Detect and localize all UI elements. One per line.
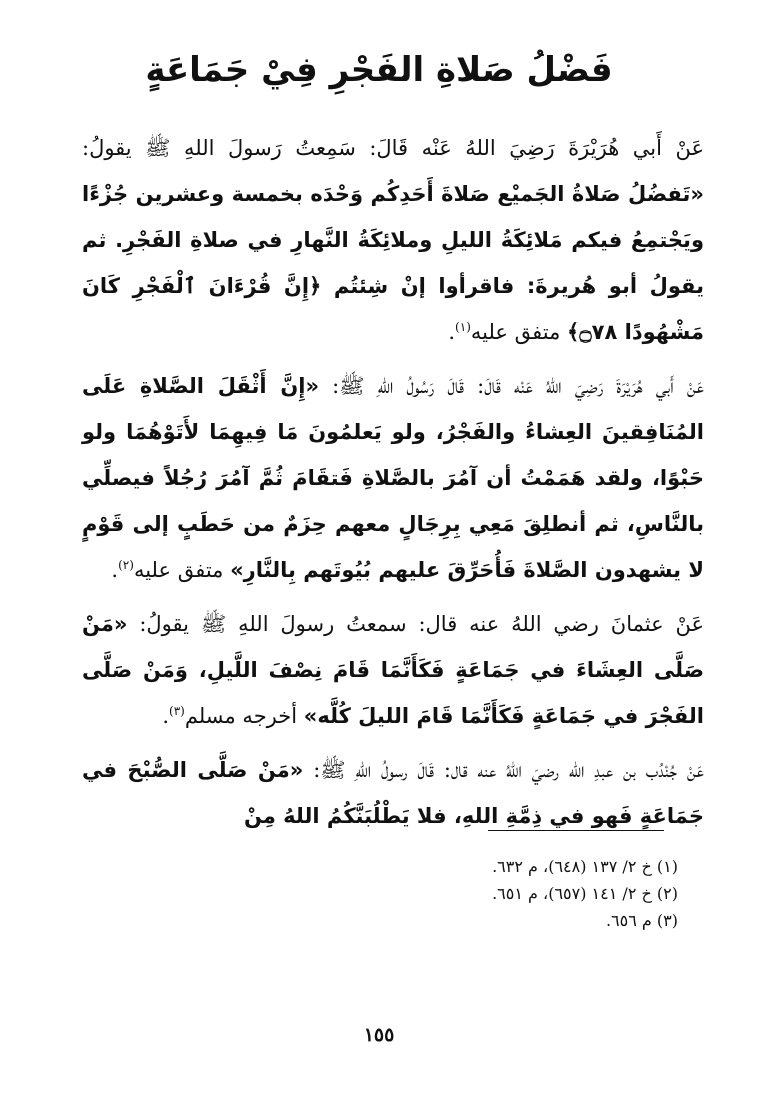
paragraph-lead: عَنْ أَبي هُرَيْرَةَ رَضِيَ اللهُ عَنْه قَالَ: سَمِعتُ رَسولَ اللهِ ﷺ يقولُ:	[82, 136, 704, 160]
paragraph-2: عَنْ أَبي هُرَيْرَةَ رَضِيَ اللهُ عَنْه قَالَ: قَالَ رَسُولُ اللهِ ﷺ: «إِنَّ أَثْقَلَ الصَّلاةِ عَلَى المُنَافِقينَ العِشاءُ والفَجْرُ، ولو يَعلمُونَ مَا فِيهِمَا لأَتَوْهُمَا ولو حَبْوًا، ولقد هَمَمْتُ أن آمُرَ بالصَّلاةِ فَتقَامَ ثُمَّ آمُرَ رُجُلاً فيصلِّي بالنَّاسِ، ثم أنطلِقَ مَعِي بِرِجَالٍ معهم حِزَمٌ من حَطَبٍ إلى قَوْمٍ لا يشهدون الصَّلاةَ فَأُحَرِّقَ عليهم بُيُوتَهم بِالنَّارِ» متفق عليه$^{(٢)}$.	[82, 374, 704, 582]
source-reference: متفق عليه	[133, 558, 224, 582]
paragraph-3: عَنْ عثمانَ رضي اللهُ عنه قال: سمعتُ رسولَ اللهِ ﷺ يقولُ: «مَنْ صَلَّى العِشَاءَ في جَمَاعَةٍ فَكَأَنَّمَا قَامَ نِصْفَ اللَّيلِ، وَمَنْ صَلَّى الفَجْرَ في جَمَاعَةٍ فَكَأَنَّمَا قَامَ الليلَ كُلَّه» أخرجه مسلم$^{(٣)}$.	[82, 612, 704, 728]
paragraph-lead: عَنْ أَبي هُرَيْرَةَ رَضِيَ اللهُ عَنْه قَالَ: قَالَ رَسُولُ اللهِ ﷺ:	[332, 374, 704, 398]
footnote-2: (٢) خ ٢/ ١٤١ (٦٥٧)، م ٦٥١.	[492, 884, 678, 903]
footnote-marker: (١)	[455, 320, 471, 334]
hadith-text: «مَنْ صَلَّى العِشَاءَ في جَمَاعَةٍ فَكَأَنَّمَا قَامَ نِصْفَ اللَّيلِ، وَمَنْ صَلَّى الفَجْرَ في جَمَاعَةٍ فَكَأَنَّمَا قَامَ الليلَ كُلَّه»	[82, 612, 704, 728]
source-reference: أخرجه مسلم	[184, 704, 298, 728]
footnote-marker: (٣)	[169, 704, 185, 718]
paragraph-1: عَنْ أَبي هُرَيْرَةَ رَضِيَ اللهُ عَنْه قَالَ: سَمِعتُ رَسولَ اللهِ ﷺ يقولُ: «تَفضُلُ صَلاةُ الجَميْع صَلاةَ أَحَدِكُم وَحْدَه بخمسة وعشرين جُزْءًا ويَجْتمِعُ فيكم مَلائِكَةُ الليلِ وملائِكَةُ النَّهارِ في صلاةِ الفَجْرِ. ثم يقولُ أبو هُريرةَ: فاقرأوا إنْ شِئتُم ﴿إِنَّ قُرْءَانَ ٱلْفَجْرِ كَانَ مَشْهُودًا ۝٧٨﴾ متفق عليه$^{(١)}$.	[82, 136, 704, 344]
main-text	[82, 125, 704, 847]
footnote-1: (١) خ ٢/ ١٣٧ (٦٤٨)، م ٦٣٢.	[492, 857, 678, 876]
hadith-text: «مَنْ صَلَّى الصُّبْحَ في جَمَاعَةٍ فَهو في ذِمَّةِ اللهِ، فلا يَطْلُبَنَّكُمُ اللهُ مِنْ	[82, 758, 704, 828]
page-number: ١٥٥	[363, 1024, 395, 1046]
footnote-3: (٣) م ٦٥٦.	[605, 911, 678, 930]
footnote-divider	[488, 830, 664, 831]
source-reference: متفق عليه	[470, 320, 561, 344]
footnote-marker: (٢)	[118, 558, 134, 572]
paragraph-lead: عَنْ عثمانَ رضي اللهُ عنه قال: سمعتُ رسولَ اللهِ ﷺ يقولُ:	[139, 612, 704, 636]
hadith-text: «تَفضُلُ صَلاةُ الجَميْع صَلاةَ أَحَدِكُم وَحْدَه بخمسة وعشرين جُزْءًا ويَجْتمِعُ فيكم مَلائِكَةُ الليلِ وملائِكَةُ النَّهارِ في صلاةِ الفَجْرِ. ثم يقولُ أبو هُريرةَ: فاقرأوا إنْ شِئتُم ﴿إِنَّ قُرْءَانَ ٱلْفَجْرِ كَانَ مَشْهُودًا ۝٧٨﴾	[82, 182, 704, 344]
hadith-text: «إِنَّ أَثْقَلَ الصَّلاةِ عَلَى المُنَافِقينَ العِشاءُ والفَجْرُ، ولو يَعلمُونَ مَا فِيهِمَا لأَتَوْهُمَا ولو حَبْوًا، ولقد هَمَمْتُ أن آمُرَ بالصَّلاةِ فَتقَامَ ثُمَّ آمُرَ رُجُلاً فيصلِّي بالنَّاسِ، ثم أنطلِقَ مَعِي بِرِجَالٍ معهم حِزَمٌ من حَطَبٍ إلى قَوْمٍ لا يشهدون الصَّلاةَ فَأُحَرِّقَ عليهم بُيُوتَهم بِالنَّارِ»	[82, 374, 704, 582]
page-title: فَضْلُ صَلاةِ الفَجْرِ فِيْ جَمَاعَةٍ	[145, 50, 613, 90]
paragraph-4	[82, 747, 704, 839]
paragraph-lead: عَنْ جُنْدُب بن عبدِ الله رضيَ اللهُ عنه قال: قَالَ رسولُ اللهِ ﷺ:	[313, 758, 704, 782]
footnotes	[492, 853, 678, 934]
